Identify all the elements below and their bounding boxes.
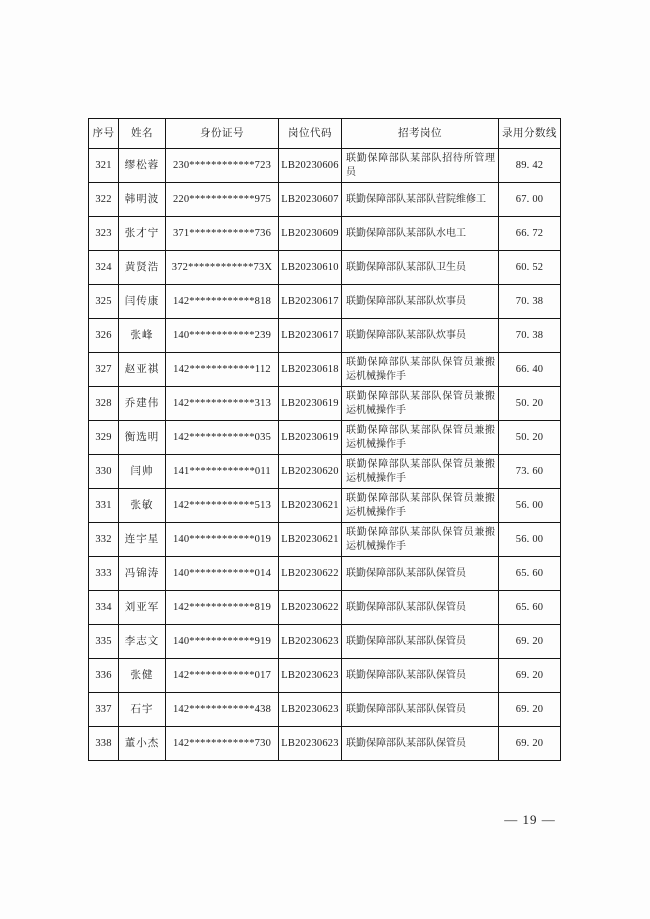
cell-seq: 335	[89, 625, 119, 659]
table-row	[89, 659, 561, 693]
cell-job-code: LB20230619	[279, 421, 342, 455]
header-cell-name: 姓名	[119, 119, 166, 149]
cell-score: 70. 38	[499, 285, 561, 319]
table-row	[89, 387, 561, 421]
cell-position: 联勤保障部队某部队保管员兼搬运机械操作手	[342, 387, 499, 421]
cell-id-number: 142************035	[166, 421, 279, 455]
table-row	[89, 489, 561, 523]
cell-name: 连宇星	[119, 523, 166, 557]
cell-job-code: LB20230622	[279, 557, 342, 591]
cell-position: 联勤保障部队某部队保管员	[342, 693, 499, 727]
cell-score: 60. 52	[499, 251, 561, 285]
cell-job-code: LB20230622	[279, 591, 342, 625]
cell-id-number: 230************723	[166, 149, 279, 183]
header-cell-id-number: 身份证号	[166, 119, 279, 149]
cell-id-number: 220************975	[166, 183, 279, 217]
cell-id-number: 142************819	[166, 591, 279, 625]
cell-job-code: LB20230610	[279, 251, 342, 285]
cell-id-number: 371************736	[166, 217, 279, 251]
cell-score: 69. 20	[499, 659, 561, 693]
cell-seq: 328	[89, 387, 119, 421]
cell-name: 韩明波	[119, 183, 166, 217]
cell-position: 联勤保障部队某部队营院维修工	[342, 183, 499, 217]
table-row	[89, 251, 561, 285]
cell-position: 联勤保障部队某部队保管员	[342, 659, 499, 693]
cell-seq: 329	[89, 421, 119, 455]
cell-seq: 337	[89, 693, 119, 727]
table-row	[89, 353, 561, 387]
cell-seq: 334	[89, 591, 119, 625]
cell-name: 黄贤浩	[119, 251, 166, 285]
cell-seq: 336	[89, 659, 119, 693]
cell-job-code: LB20230623	[279, 659, 342, 693]
cell-score: 67. 00	[499, 183, 561, 217]
recruitment-score-table	[88, 118, 561, 761]
header-cell-job-code: 岗位代码	[279, 119, 342, 149]
cell-score: 69. 20	[499, 727, 561, 761]
cell-name: 张峰	[119, 319, 166, 353]
cell-job-code: LB20230617	[279, 285, 342, 319]
cell-name: 闫帅	[119, 455, 166, 489]
cell-score: 73. 60	[499, 455, 561, 489]
header-cell-seq: 序号	[89, 119, 119, 149]
cell-job-code: LB20230620	[279, 455, 342, 489]
cell-score: 69. 20	[499, 625, 561, 659]
cell-score: 65. 60	[499, 557, 561, 591]
table-row	[89, 421, 561, 455]
cell-score: 89. 42	[499, 149, 561, 183]
cell-seq: 325	[89, 285, 119, 319]
cell-name: 董小杰	[119, 727, 166, 761]
cell-score: 70. 38	[499, 319, 561, 353]
cell-name: 刘亚军	[119, 591, 166, 625]
cell-name: 乔建伟	[119, 387, 166, 421]
cell-seq: 338	[89, 727, 119, 761]
cell-position: 联勤保障部队某部队保管员	[342, 557, 499, 591]
cell-job-code: LB20230609	[279, 217, 342, 251]
cell-name: 闫传康	[119, 285, 166, 319]
cell-position: 联勤保障部队某部队保管员兼搬运机械操作手	[342, 421, 499, 455]
cell-score: 66. 72	[499, 217, 561, 251]
cell-id-number: 140************019	[166, 523, 279, 557]
cell-name: 衡选明	[119, 421, 166, 455]
cell-score: 65. 60	[499, 591, 561, 625]
cell-seq: 332	[89, 523, 119, 557]
table-row	[89, 523, 561, 557]
cell-id-number: 141************011	[166, 455, 279, 489]
cell-name: 冯锦涛	[119, 557, 166, 591]
cell-position: 联勤保障部队某部队卫生员	[342, 251, 499, 285]
cell-id-number: 140************919	[166, 625, 279, 659]
cell-score: 50. 20	[499, 387, 561, 421]
cell-seq: 326	[89, 319, 119, 353]
table-row	[89, 693, 561, 727]
cell-job-code: LB20230621	[279, 523, 342, 557]
cell-id-number: 372************73X	[166, 251, 279, 285]
cell-id-number: 142************513	[166, 489, 279, 523]
cell-job-code: LB20230621	[279, 489, 342, 523]
cell-score: 56. 00	[499, 489, 561, 523]
cell-id-number: 142************313	[166, 387, 279, 421]
cell-seq: 333	[89, 557, 119, 591]
cell-seq: 330	[89, 455, 119, 489]
cell-job-code: LB20230623	[279, 625, 342, 659]
cell-position: 联勤保障部队某部队保管员	[342, 591, 499, 625]
cell-job-code: LB20230617	[279, 319, 342, 353]
cell-seq: 323	[89, 217, 119, 251]
cell-job-code: LB20230623	[279, 693, 342, 727]
cell-score: 50. 20	[499, 421, 561, 455]
table-row	[89, 183, 561, 217]
cell-name: 赵亚祺	[119, 353, 166, 387]
cell-seq: 321	[89, 149, 119, 183]
cell-name: 李志文	[119, 625, 166, 659]
cell-name: 张才宁	[119, 217, 166, 251]
cell-score: 66. 40	[499, 353, 561, 387]
cell-name: 缪松蓉	[119, 149, 166, 183]
cell-seq: 327	[89, 353, 119, 387]
cell-position: 联勤保障部队某部队炊事员	[342, 319, 499, 353]
cell-id-number: 142************017	[166, 659, 279, 693]
cell-id-number: 142************730	[166, 727, 279, 761]
table-row	[89, 591, 561, 625]
cell-position: 联勤保障部队某部队保管员	[342, 727, 499, 761]
table-row	[89, 455, 561, 489]
table-body	[89, 149, 561, 761]
cell-position: 联勤保障部队某部队保管员兼搬运机械操作手	[342, 523, 499, 557]
cell-id-number: 142************438	[166, 693, 279, 727]
table-header-row	[89, 119, 561, 149]
cell-position: 联勤保障部队某部队保管员兼搬运机械操作手	[342, 455, 499, 489]
cell-name: 张敏	[119, 489, 166, 523]
cell-job-code: LB20230607	[279, 183, 342, 217]
table-row	[89, 217, 561, 251]
cell-position: 联勤保障部队某部队保管员兼搬运机械操作手	[342, 353, 499, 387]
cell-id-number: 142************112	[166, 353, 279, 387]
cell-job-code: LB20230606	[279, 149, 342, 183]
cell-id-number: 140************239	[166, 319, 279, 353]
cell-name: 石宇	[119, 693, 166, 727]
table-row	[89, 625, 561, 659]
cell-id-number: 140************014	[166, 557, 279, 591]
header-cell-score: 录用分数线	[499, 119, 561, 149]
page-number: — 19 —	[504, 812, 556, 827]
cell-position: 联勤保障部队某部队招待所管理员	[342, 149, 499, 183]
cell-position: 联勤保障部队某部队保管员兼搬运机械操作手	[342, 489, 499, 523]
table-row	[89, 149, 561, 183]
cell-job-code: LB20230623	[279, 727, 342, 761]
cell-seq: 331	[89, 489, 119, 523]
cell-seq: 322	[89, 183, 119, 217]
cell-job-code: LB20230619	[279, 387, 342, 421]
cell-position: 联勤保障部队某部队保管员	[342, 625, 499, 659]
table-row	[89, 285, 561, 319]
cell-name: 张健	[119, 659, 166, 693]
table-row	[89, 557, 561, 591]
cell-id-number: 142************818	[166, 285, 279, 319]
cell-position: 联勤保障部队某部队炊事员	[342, 285, 499, 319]
cell-score: 69. 20	[499, 693, 561, 727]
cell-position: 联勤保障部队某部队水电工	[342, 217, 499, 251]
cell-job-code: LB20230618	[279, 353, 342, 387]
header-cell-position: 招考岗位	[342, 119, 499, 149]
table-row	[89, 319, 561, 353]
cell-score: 56. 00	[499, 523, 561, 557]
cell-seq: 324	[89, 251, 119, 285]
table-row	[89, 727, 561, 761]
table-header	[89, 119, 561, 149]
